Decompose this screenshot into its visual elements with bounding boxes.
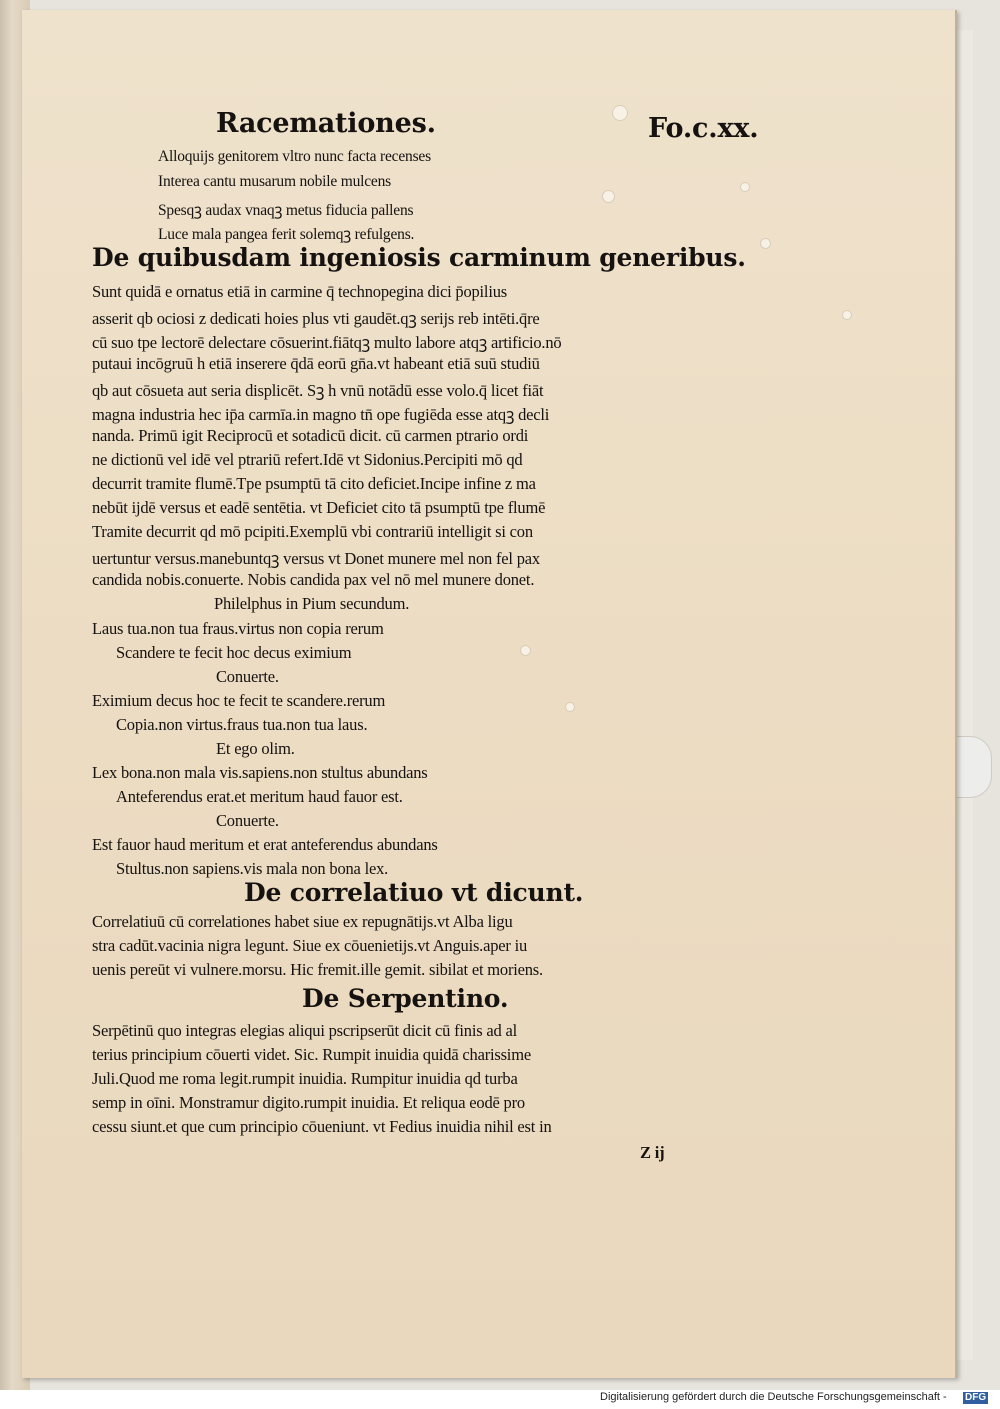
- text-line: Tramite decurrit qd mō pcipiti.Exemplū vbi contrariū intelligit si con: [92, 522, 533, 541]
- paper-hole: [602, 190, 615, 203]
- text-line: cessu siunt.et que cum principio cōueniunt. vt Fedius inuidia nihil est in: [92, 1117, 552, 1136]
- verse-line: Eximium decus hoc te fecit te scandere.rerum: [92, 691, 386, 710]
- verse-line: Lex bona.non mala vis.sapiens.non stultus abundans: [92, 763, 428, 782]
- text-line: uenis pereūt vi vulnere.morsu. Hic fremit.ille gemit. sibilat et moriens.: [92, 960, 543, 979]
- text-line: qb aut cōsueta aut seria displicēt. Sꝫ h vnū notādū esse volo.q̄ licet fiāt: [92, 381, 544, 400]
- text-line: Interea cantu musarum nobile mulcens: [158, 173, 391, 190]
- text-line: Philelphus in Pium secundum.: [214, 594, 410, 613]
- text-line: magna industria hec ip̄a carmīa.in magno tn̄ ope fugiēda esse atqꝫ decli: [92, 405, 550, 424]
- signature-mark: Z ij: [640, 1143, 665, 1162]
- text-line: terius principium cōuerti videt. Sic. Rumpit inuidia quidā charissime: [92, 1045, 531, 1064]
- verse-line: Anteferendus erat.et meritum haud fauor est.: [116, 787, 403, 806]
- text-line: semp in oīni. Monstramur digito.rumpit inuidia. Et reliqua eodē pro: [92, 1093, 525, 1112]
- text-line: Conuerte.: [216, 811, 279, 830]
- folio-number: Fo.c.xx.: [648, 113, 759, 144]
- text-line: Correlatiuū cū correlationes habet siue ex repugnātijs.vt Alba ligu: [92, 912, 513, 931]
- paper-hole: [565, 702, 575, 712]
- text-line: asserit qb ociosi z dedicati hoies plus vti gaudēt.qꝫ serijs reb intēti.q̄re: [92, 309, 540, 328]
- text-line: Alloquijs genitorem vltro nunc facta recenses: [158, 148, 431, 165]
- verse-line: Laus tua.non tua fraus.virtus non copia rerum: [92, 619, 384, 638]
- text-line: stra cadūt.vacinia nigra legunt. Siue ex cōuenietijs.vt Anguis.aper iu: [92, 936, 528, 955]
- text-line: nanda. Primū igit Reciprocū et sotadicū dicit. cū carmen ptrario ordi: [92, 426, 529, 445]
- paper-hole: [842, 310, 852, 320]
- text-line: Juli.Quod me roma legit.rumpit inuidia. Rumpitur inuidia qd turba: [92, 1069, 518, 1088]
- text-line: ne dictionū vel idē vel ptrariū refert.Idē vt Sidonius.Percipiti mō qd: [92, 450, 523, 469]
- dfg-logo: DFG: [965, 1392, 987, 1403]
- verse-line: Copia.non virtus.fraus tua.non tua laus.: [116, 715, 368, 734]
- section-heading: De Serpentino.: [302, 984, 509, 1013]
- text-line: putaui incōgruū h etiā inserere q̄dā eorū gn̄a.vt habeant etiā suū studiū: [92, 354, 540, 373]
- text-line: decurrit tramite flumē.Tpe psumptū tā cito deficiet.Incipe infine z ma: [92, 474, 536, 493]
- section-heading: De correlatiuo vt dicunt.: [244, 878, 584, 907]
- text-line: Serpētinū quo integras elegias aliqui pscripserūt dicit cū finis ad al: [92, 1021, 517, 1040]
- text-line: candida nobis.conuerte. Nobis candida pax vel nō mel munere donet.: [92, 570, 535, 589]
- verse-line: Scandere te fecit hoc decus eximium: [116, 643, 352, 662]
- paper-hole: [760, 238, 771, 249]
- text-line: cū suo tpe lectorē delectare cōsuerint.fiātqꝫ multo labore atqꝫ artificio.nō: [92, 333, 562, 352]
- text-line: nebūt ijdē versus et eadē sentētia. vt Deficiet cito tā psumptū tpe flumē: [92, 498, 546, 517]
- text-line: Luce mala pangea ferit solemqꝫ refulgens.: [158, 226, 415, 243]
- text-line: Et ego olim.: [216, 739, 295, 758]
- paper-hole: [612, 105, 628, 121]
- section-heading: De quibusdam ingeniosis carminum generibus.: [92, 243, 746, 272]
- paper-hole: [740, 182, 750, 192]
- text-line: uertuntur versus.manebuntqꝫ versus vt Donet munere mel non fel pax: [92, 549, 540, 568]
- running-head: Racemationes.: [216, 108, 436, 139]
- verse-line: Est fauor haud meritum et erat anteferendus abundans: [92, 835, 438, 854]
- text-line: Sunt quidā e ornatus etiā in carmine q̄ technopegina dici p̄opilius: [92, 282, 507, 301]
- digitization-credit: Digitalisierung gefördert durch die Deutsche Forschungsgemeinschaft -: [600, 1391, 947, 1403]
- text-line: Conuerte.: [216, 667, 279, 686]
- paper-hole: [520, 645, 531, 656]
- text-line: Spesqꝫ audax vnaqꝫ metus fiducia pallens: [158, 202, 414, 219]
- verse-line: Stultus.non sapiens.vis mala non bona lex.: [116, 859, 389, 878]
